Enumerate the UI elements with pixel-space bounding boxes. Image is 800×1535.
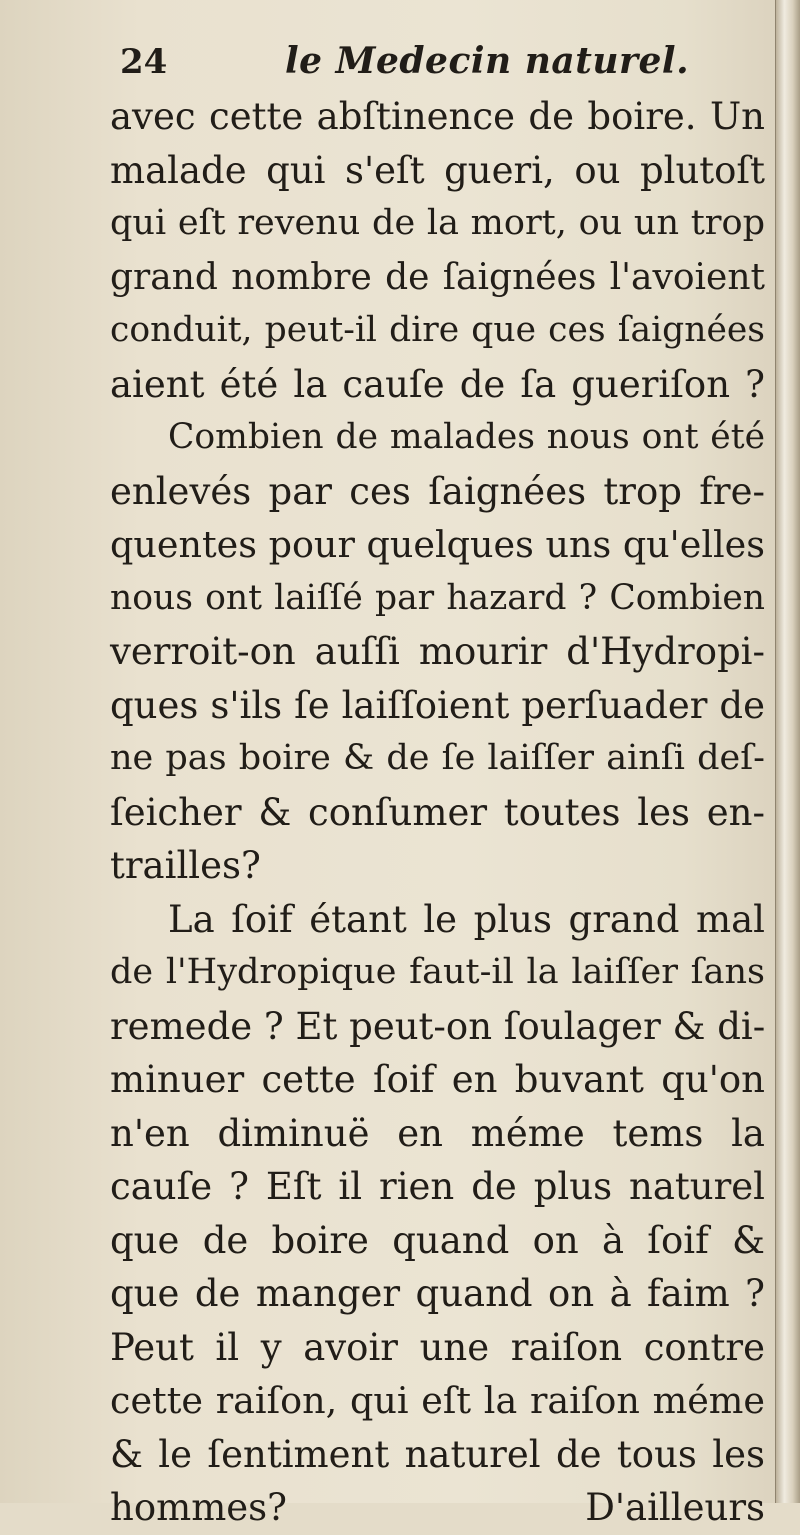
text-line: qui eſt revenu de la mort, ou un trop	[110, 203, 765, 243]
text-line: minuer cette ſoif en buvant qu'on	[110, 1058, 765, 1101]
text-line: La ſoif étant le plus grand mal	[168, 897, 765, 941]
text-line: ques s'ils ſe laiſſoient perſuader de	[110, 683, 765, 727]
text-line: & le ſentiment naturel de tous les	[110, 1432, 765, 1476]
text-line: aient été la cauſe de ſa gueriſon ?	[110, 362, 765, 406]
text-line: cauſe ? Eſt il rien de plus naturel	[110, 1165, 765, 1208]
text-line: enlevés par ces ſaignées trop fre-	[110, 469, 765, 513]
last-line-row	[110, 1481, 765, 1535]
text-line: que de manger quand on à faim ?	[110, 1272, 765, 1315]
page-header	[110, 38, 770, 94]
text-line: n'en diminuë en méme tems la	[110, 1111, 765, 1155]
text-line: que de boire quand on à ſoif &	[110, 1218, 765, 1262]
text-line: remede ? Et peut-on ſoulager & di-	[110, 1004, 766, 1048]
text-line: trailles?	[110, 844, 261, 887]
running-title: le Medecin naturel.	[285, 40, 690, 82]
text-line: ſeicher & conſumer toutes les en-	[110, 790, 765, 834]
page-edge	[775, 0, 800, 1503]
text-line: avec cette abſtinence de boire. Un	[110, 95, 765, 138]
text-line: de l'Hydropique faut-il la laiſſer ſans	[110, 952, 765, 992]
page-number: 24	[120, 42, 168, 82]
text-line: ne pas boire & de ſe laiſſer ainſi deſ-	[110, 738, 765, 778]
text-line: conduit, peut-il dire que ces ſaignées	[110, 310, 765, 350]
text-line: Peut il y avoir une raiſon contre	[110, 1325, 765, 1369]
text-line: malade qui s'eſt gueri, ou plutoſt	[110, 148, 765, 192]
text-line: grand nombre de ſaignées l'avoient	[110, 256, 765, 298]
text-line: quentes pour quelques uns qu'elles	[110, 523, 765, 566]
text-line: Combien de malades nous ont été	[168, 417, 765, 457]
text-line: nous ont laiſſé par hazard ? Combien	[110, 577, 765, 618]
text-line: cette raiſon, qui eſt la raiſon méme	[110, 1379, 765, 1422]
text-line: hommes?	[110, 1486, 287, 1529]
catchword: D'ailleurs	[585, 1486, 765, 1529]
body-text	[110, 90, 765, 1535]
text-line: verroit-on auſſi mourir d'Hydropi-	[110, 630, 765, 673]
